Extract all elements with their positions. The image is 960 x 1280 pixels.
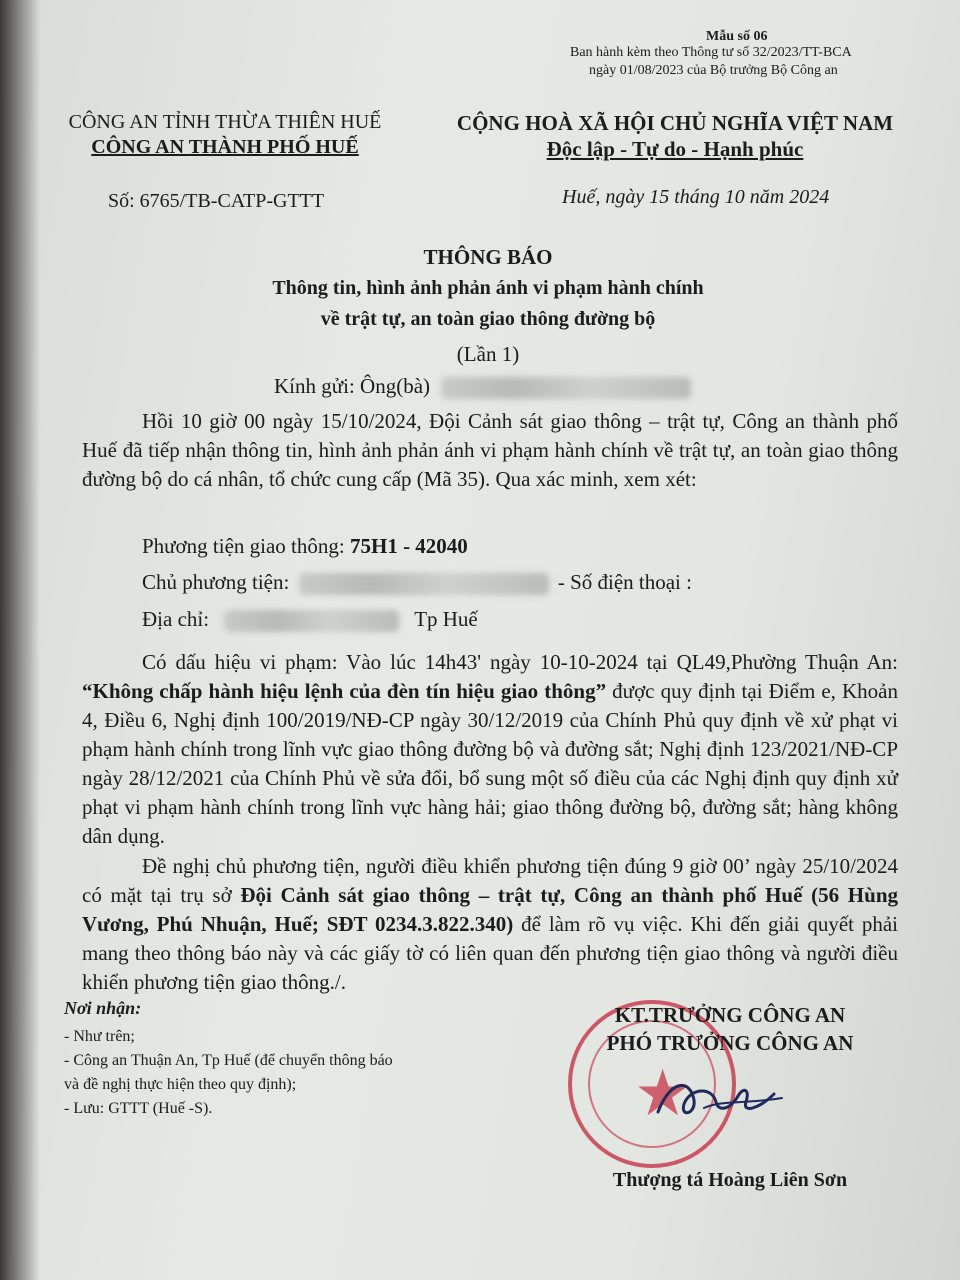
address-label: Địa chỉ: bbox=[142, 607, 210, 631]
place-date: Huế, ngày 15 tháng 10 năm 2024 bbox=[562, 186, 830, 208]
document-number: Số: 6765/TB-CATP-GTTT bbox=[108, 190, 325, 212]
vehicle-plate: 75H1 - 42040 bbox=[349, 534, 468, 558]
paper-edge-shadow bbox=[0, 0, 40, 1280]
recipients-title: Nơi nhận: bbox=[64, 998, 142, 1018]
recipients-list bbox=[64, 1025, 393, 1121]
redacted-owner bbox=[299, 573, 549, 595]
address-line bbox=[142, 607, 478, 632]
recipient-item: và đề nghị thực hiện theo quy định); bbox=[64, 1076, 297, 1093]
recipient-item: - Như trên; bbox=[64, 1028, 135, 1045]
recipient-item: - Lưu: GTTT (Huế -S). bbox=[64, 1100, 213, 1117]
signature-title-1: KT.TRƯỞNG CÔNG AN bbox=[614, 1003, 846, 1027]
recipient-item: - Công an Thuận An, Tp Huế (để chuyển thông báo bbox=[64, 1052, 393, 1069]
title-main: THÔNG BÁO bbox=[423, 245, 553, 269]
owner-label: Chủ phương tiện: bbox=[142, 570, 290, 594]
nation-motto: Độc lập - Tự do - Hạnh phúc bbox=[546, 137, 804, 161]
signer-name: Thượng tá Hoàng Liên Sơn bbox=[612, 1169, 848, 1191]
redacted-name bbox=[441, 377, 691, 399]
nation-name: CỘNG HOÀ XÃ HỘI CHỦ NGHĨA VIỆT NAM bbox=[456, 111, 894, 135]
title-round: (Lần 1) bbox=[456, 342, 520, 366]
form-issued-line1: Ban hành kèm theo Thông tư số 32/2023/TT-BCA bbox=[570, 45, 852, 60]
addressee-label: Kính gửi: Ông(bà) bbox=[274, 374, 431, 398]
form-issued-line2: ngày 01/08/2023 của Bộ trưởng Bộ Công an bbox=[589, 63, 838, 78]
request-paragraph bbox=[82, 852, 898, 997]
vehicle-label: Phương tiện giao thông: bbox=[142, 534, 350, 558]
handwritten-signature bbox=[650, 1060, 790, 1130]
request-location: Đội Cảnh sát giao thông – trật tự, Công an thành phố Huế (56 Hùng Vương, Phú Nhuận, Huế; SĐT 0234.3.822.340) bbox=[82, 883, 898, 936]
violation-intro: Có dấu hiệu vi phạm: Vào lúc 14h43' ngày 10-10-2024 tại QL49,Phường Thuận An: bbox=[142, 650, 898, 674]
vehicle-line bbox=[142, 534, 468, 559]
title-sub2: về trật tự, an toàn giao thông đường bộ bbox=[320, 308, 656, 330]
violation-legal-basis: được quy định tại Điểm e, Khoản 4, Điều 6, Nghị định 100/2019/NĐ-CP ngày 30/12/2019 của Chính Phủ quy định về xử phạt vi phạm hành chính trong lĩnh vực giao thông đường bộ và đường sắt; Nghị định 123/2021/NĐ-CP ngày 28/12/2021 của Chính Phủ về sửa đổi, bổ sung một số điều của các Nghị định quy định xử phạt vi phạm hành chính trong lĩnh vực hàng hải; giao thông đường bộ, đường sắt; hàng không dân dụng. bbox=[82, 679, 898, 848]
address-city: Tp Huế bbox=[414, 607, 478, 631]
redacted-address bbox=[224, 610, 399, 632]
intro-paragraph: Hồi 10 giờ 00 ngày 15/10/2024, Đội Cảnh sát giao thông – trật tự, Công an thành phố Huế đã tiếp nhận thông tin, hình ảnh phản ánh vi phạm hành chính về trật tự, an toàn giao thông đường bộ do cá nhân, tổ chức cung cấp (Mã 35). Qua xác minh, xem xét: bbox=[82, 409, 898, 491]
phone-label: - Số điện thoại : bbox=[557, 570, 692, 594]
request-intro: Đề nghị chủ phương tiện, người điều khiển phương tiện đúng 9 giờ 00’ ngày 25/10/2024 có mặt tại trụ sở bbox=[82, 854, 898, 907]
form-number: Mẫu số 06 bbox=[706, 29, 768, 44]
stamp-star-icon: ★ bbox=[634, 1058, 692, 1129]
agency-name: CÔNG AN THÀNH PHỐ HUẾ bbox=[91, 136, 359, 158]
violation-name: “Không chấp hành hiệu lệnh của đèn tín hiệu giao thông” bbox=[82, 679, 607, 703]
owner-line bbox=[142, 570, 692, 595]
agency-parent: CÔNG AN TỈNH THỪA THIÊN HUẾ bbox=[68, 111, 382, 133]
violation-paragraph bbox=[82, 648, 898, 851]
addressee bbox=[274, 374, 691, 399]
request-instructions: để làm rõ vụ việc. Khi đến giải quyết phải mang theo thông báo này và các giấy tờ có liên quan đến phương tiện giao thông và người điều khiển phương tiện giao thông./. bbox=[82, 912, 898, 994]
signature-title-2: PHÓ TRƯỞNG CÔNG AN bbox=[606, 1031, 854, 1055]
title-sub1: Thông tin, hình ảnh phản ánh vi phạm hành chính bbox=[272, 277, 704, 299]
